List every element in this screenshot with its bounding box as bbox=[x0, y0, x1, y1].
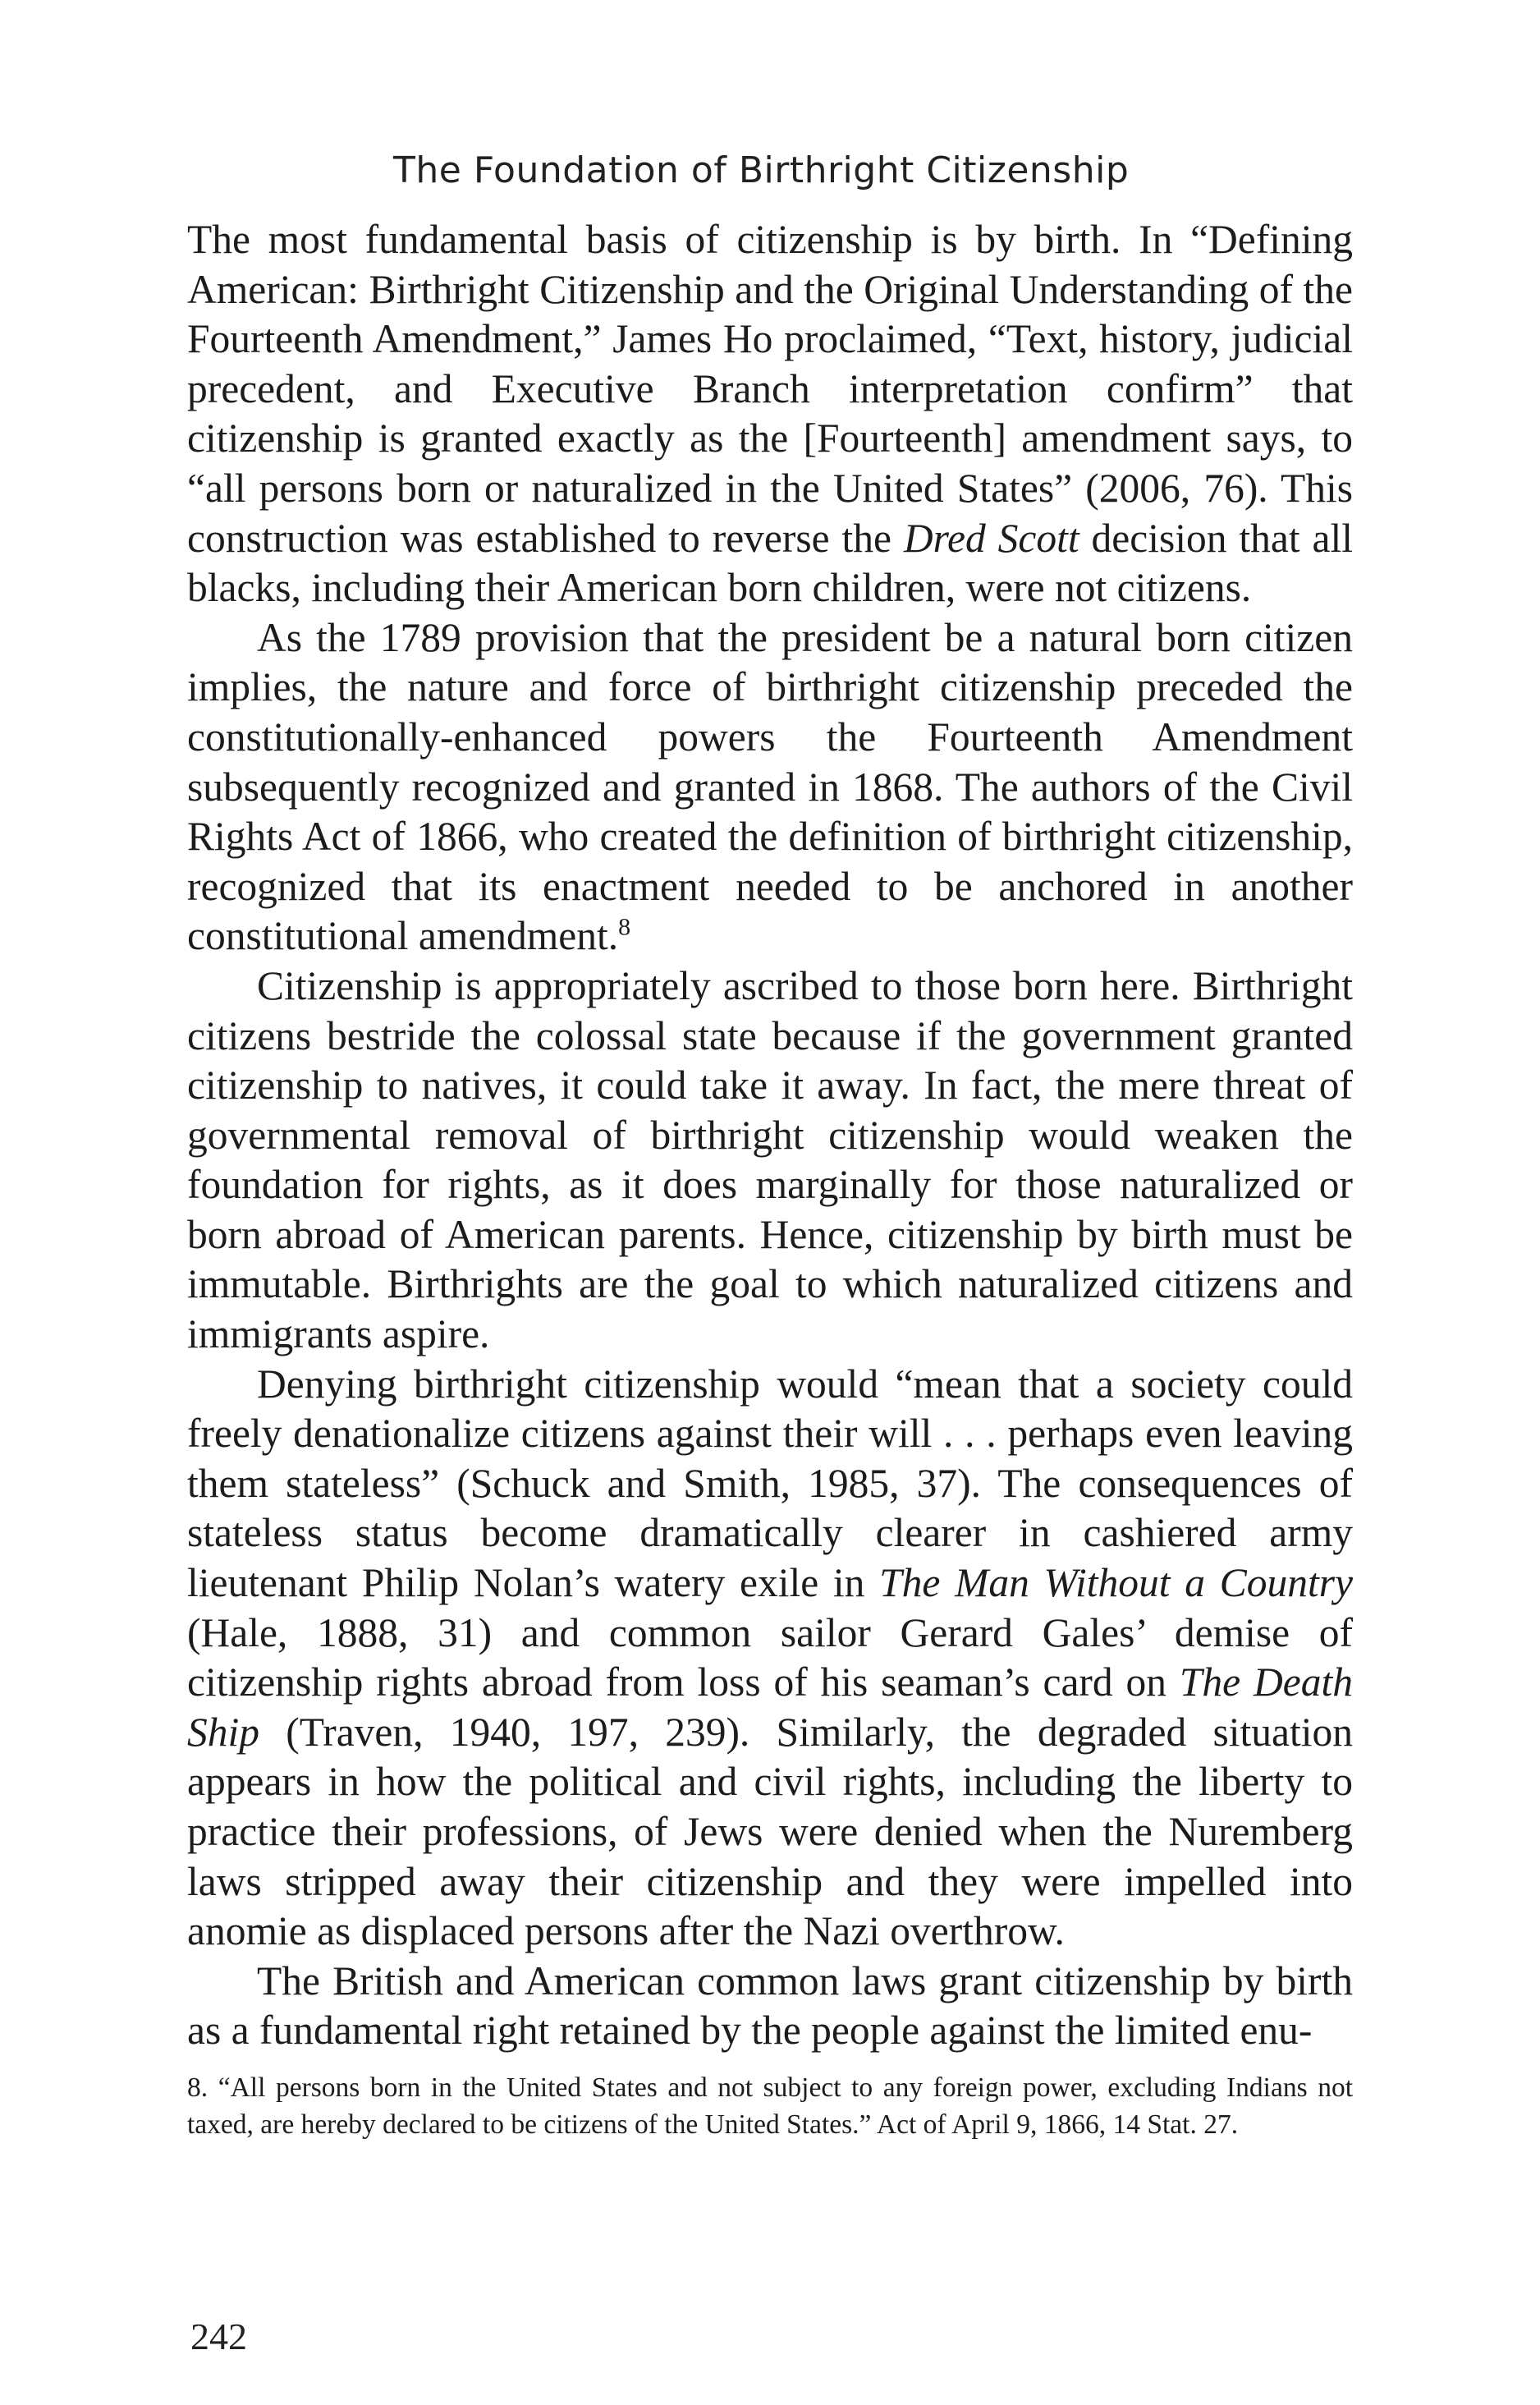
footnote-text: 8. “All persons born in the United States and not subject to any foreign power, excluding Indians not taxed, are hereby declared to be citizens of the United States.” Act of April 9, 1866, 14 Stat. 27. bbox=[187, 2072, 1353, 2140]
paragraph-4 bbox=[187, 1360, 1353, 1957]
paragraph-text: As the 1789 provision that the president be a natural born citizen implies, the nature and force of birthright citizenship preceded the constitutionally-enhanced powers the Fourteenth Amendment subsequently recognized and granted in 1868. The authors of the Civil Rights Act of 1866, who created the definition of birthright citizenship, recognized that its enactment needed to be anchored in another constitutional amendment. bbox=[187, 614, 1353, 959]
paragraph-text: (Traven, 1940, 197, 239). Similarly, the degraded situation appears in how the political and civil rights, including the liberty to practice their professions, of Jews were denied when the Nuremberg laws stripped away their citizenship and they were impelled into anomie as displaced persons after the Nazi overthrow. bbox=[187, 1709, 1353, 1954]
paragraph-text: (Hale, 1888, 31) and common sailor Gerard Gales’ demise of citizenship rights abroad from loss of his seaman’s card on bbox=[187, 1609, 1353, 1705]
book-title-italic: The Man Without a Country bbox=[879, 1560, 1353, 1606]
paragraph-text: Citizenship is appropriately ascribed to those born here. Birthright citizens bestride the colossal state because if the government granted citizenship to natives, it could take it away. In fact, the mere threat of governmental removal of birthright citizenship would weaken the foundation for rights, as it does marginally for those naturalized or born abroad of American parents. Hence, citizenship by birth must be immutable. Birthrights are the goal to which naturalized citizens and immigrants aspire. bbox=[187, 962, 1353, 1357]
paragraph-text: The most fundamental basis of citizenship is by birth. In “Defining American: Birthright Citizenship and the Original Understanding of the Fourteenth Amendment,” James Ho proclaimed, “Text, history, judicial precedent, and Executive Branch interpretation confirm” that citizenship is granted exactly as the [Fourteenth] amendment says, to “all persons born or naturalized in the United States” (2006, 76). This construction was established to reverse the bbox=[187, 217, 1353, 561]
footnote bbox=[187, 2069, 1353, 2143]
paragraph-text: The British and American common laws grant citizenship by birth as a fundamental right retained by the people against the limited enu- bbox=[187, 1958, 1353, 2054]
paragraph-text: Denying birthright citizenship would “mean that a society could freely denationalize citizens against their will . . . perhaps even leaving them stateless” (Schuck and Smith, 1985, 37). The consequences of stateless status become dramatically clearer in cashiered army lieutenant Philip Nolan’s watery exile in bbox=[187, 1361, 1353, 1606]
footnote-reference: 8 bbox=[618, 913, 631, 941]
paragraph-5 bbox=[187, 1957, 1353, 2056]
paragraph-3 bbox=[187, 962, 1353, 1360]
paragraph-text: decision that all blacks, including their American born children, were not citizens. bbox=[187, 515, 1353, 611]
book-title-italic: The Death Ship bbox=[187, 1659, 1353, 1755]
case-title-italic: Dred Scott bbox=[903, 515, 1079, 561]
body-text bbox=[187, 215, 1353, 2056]
paragraph-2 bbox=[187, 613, 1353, 962]
paragraph-1 bbox=[187, 215, 1353, 613]
page-number: 242 bbox=[190, 2316, 247, 2357]
running-head: The Foundation of Birthright Citizenship bbox=[393, 149, 1130, 191]
